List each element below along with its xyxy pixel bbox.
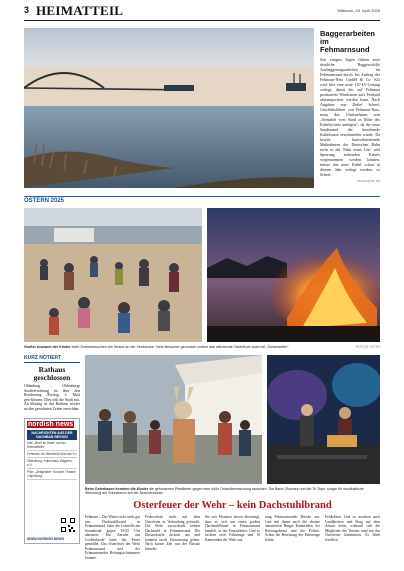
kurz-notiert-label: KURZ NOTIERT bbox=[24, 355, 80, 363]
top-photo-caption bbox=[24, 345, 380, 349]
page-number: 3 bbox=[24, 5, 30, 15]
qr-code-icon[interactable] bbox=[60, 517, 76, 533]
page-header bbox=[24, 3, 380, 19]
rathaus-body: Oldenburg – Oldenburgs Stadtverwaltung ist über den Brückentag (Freitag, 2. Mai) geschlossen. Dies teilt die Stadt mit. Ab Montag ist das Rathaus wieder zu den gewohnten Zeiten erreichbar. bbox=[24, 384, 80, 411]
issue-date: Mittwoch, 23. April 2025 bbox=[337, 8, 380, 13]
easter-fire-photo bbox=[207, 208, 380, 342]
article-column-5: Feldtolken. Und so machten auch Landkirchen und Burg auf dem Absatz kehrt, während sich die Mitglieder des Vereins rund um das Osterfeuer kümmerten. Es blieb friedlich. bbox=[325, 515, 380, 542]
article-column-2: Feuerschein nicht mit dem Osterfeuer in Verbindung gebracht. Die Wehr verwechselt keinen Dachstuhl in Fehmarnsund. Die Einsatzkräfte rückten aus und konnten rasch Entwarnung geben. Nach kurzer Zeit war der Einsatz beendet. bbox=[145, 515, 200, 551]
sidebar-article bbox=[320, 30, 380, 188]
news-item[interactable]: Oldenburg: Kulturhaus Wagrien e.V. bbox=[27, 458, 77, 469]
caption-text: die gefundenen Plastikeier gegen eine süße Osterüberraschung tauschen. Die Band „Rowney und die Tri Tops“ sorgte für musikalische Stimmung am Sonnabend auf der Drachenwiese. bbox=[85, 487, 364, 496]
news-item[interactable]: Fehmarn: Im Wendfeld über die Fu bbox=[27, 451, 77, 456]
news-item[interactable]: Plön: „Zeitgeister“ Konzert Theater Lütjenburg bbox=[27, 469, 76, 478]
nordish-news-box bbox=[24, 418, 80, 544]
caption-credit: FOTOS: FOTO bbox=[355, 345, 380, 349]
bottom-photo-caption bbox=[85, 487, 380, 496]
article-headline: Osterfeuer der Wehr – kein Dachstuhlbrand bbox=[133, 500, 332, 511]
nordish-news-band: NACHRICHTEN AUS DER NACHBAR-REGION bbox=[27, 430, 77, 440]
article-column-4: tung Fehmarnsunder Brücke aus. Und mit ihnen auch die ebenso alarmierten Burger Kameraden, der Rettungsdienst und die Polizei. Schon die Besetzung der Fahrzeuge fehlte. bbox=[265, 515, 320, 542]
section-label: OSTERN 2025 bbox=[24, 198, 65, 204]
article-column-3: Sie seit Monaten davon überzeugt, dass es sich um einen großen Dachstuhlbrand in Fehmarnsund handelt, so der Einsatzleiter. Und so rückten zwei Fahrzeuge und 18 Kameraden der Wehr aus. bbox=[205, 515, 260, 542]
news-item[interactable]: Kiel: „Brief an Basti“ auf der Seenotfähre bbox=[27, 440, 77, 451]
section-bar bbox=[24, 196, 380, 206]
article-body bbox=[85, 515, 380, 565]
section-title: HEIMATTEIL bbox=[36, 3, 124, 18]
sidebar-body: Seit einigen Tagen führen zwei deutliche Baggerschiffe Ausbaggerungsarbeiten im Fehmarnsund durch. Im Auftrag der Fehmarn-Netz GmbH & Co. KG wird hier eine neue 110-kV-Leitung verlegt, damit der auf Fehmarn produzierte Windstrom aufs Festland abtransportiert werden kann. Nach Angaben von Detlef Scheel, Geschäftsführer von Fehmarn-Netz, muss das Unternehmen sein „Seekabel vom Sund in Höhe des Kabelsystem umlegen“, da die neue Sundtunnel die bestehende Kabeltrasse zerschneiden würde. Da bereits bauvorbereitende Maßnahmen der Deutschen Bahn nicht in der Nähe eines Leit- und Sperrung stehenden Kabels vorgenommen werden können, müsse das neue Kabel schon in diesem Jahr verlegt werden, so Scheel. bbox=[320, 57, 380, 177]
easter-bunny-photo bbox=[85, 355, 262, 484]
caption-lead: Beim Osterhasen konnten die Kinder bbox=[85, 487, 149, 491]
nordish-news-url[interactable]: WWW.NORDISH.NEWS bbox=[27, 536, 65, 541]
article-column-1: Fehmarn – Das Wetter sicht nicht gut aus. Dachstuhlbrand in Fehmarnsund, hatte die Leitstelle am Sonnabend gegen 18:45 Uhr alarmiert. Ein Anrufer aus Großenbrode hatte das Feuer gemeldet. Das Osterfeuer der Wehr Fehmarnsund und der Fehmarnsunder Rettungsschwimmer brannte. bbox=[85, 515, 140, 560]
sidebar-credit: FOTO/FOTO: ES bbox=[356, 179, 380, 183]
bridge-photo bbox=[24, 28, 314, 188]
header-rule bbox=[24, 20, 380, 21]
beach-crowd-photo bbox=[24, 208, 202, 342]
left-column bbox=[24, 355, 80, 565]
nordish-news-logo bbox=[27, 421, 77, 428]
logo-part-b: news bbox=[55, 420, 74, 428]
caption-lead: Großer Ansturm der Kinder bbox=[24, 345, 71, 349]
rathaus-headline: Rathaus geschlossen bbox=[33, 365, 71, 382]
sidebar-headline: Baggerarbeiten im Fehmarnsund bbox=[320, 29, 376, 54]
caption-text: beim Ostereiersuchen am Strand an der Seebrücke. Viele Besucher genossen zudem das wärmende Osterfeuer auch bei „Schietwetter“. bbox=[70, 345, 290, 349]
logo-part-a: nordish bbox=[28, 420, 54, 428]
band-photo bbox=[267, 355, 380, 484]
